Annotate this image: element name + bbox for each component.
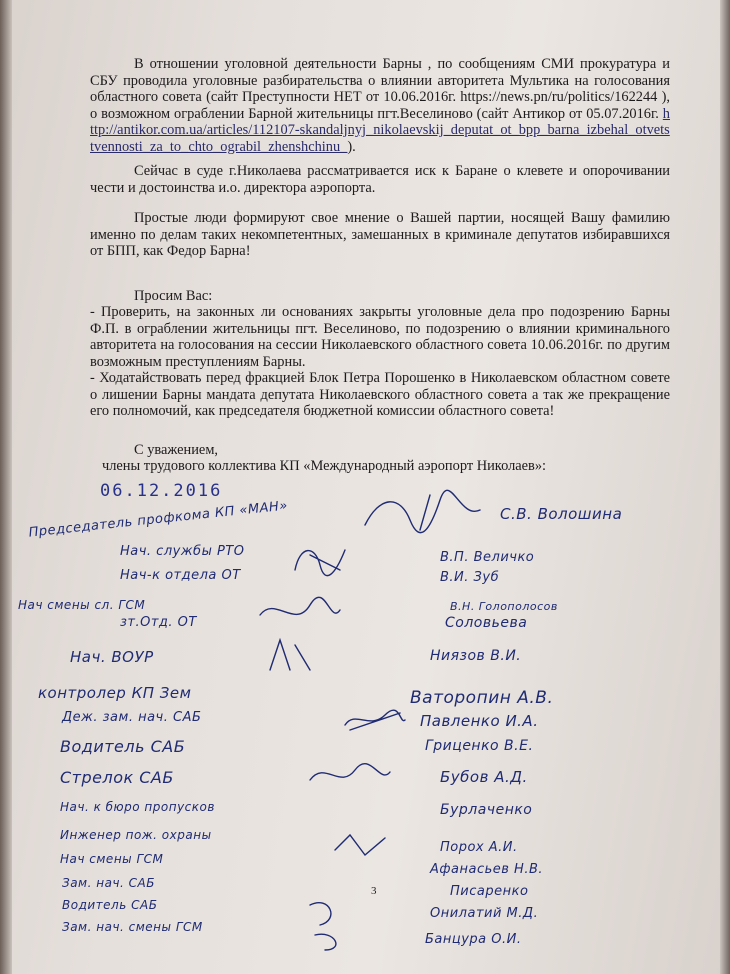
- signature-scribble-8: [300, 895, 360, 955]
- closing: С уважением,: [134, 441, 219, 458]
- sig-right-4: В.Н. Голополосов: [450, 600, 558, 613]
- sig-right-14: Писаренко: [450, 884, 529, 899]
- sig-left-14: Зам. нач. САБ: [62, 876, 155, 890]
- request-heading: Просим Вас:: [134, 287, 213, 304]
- sig-right-9: Гриценко В.Е.: [425, 738, 534, 754]
- sig-right-13: Афанасьев Н.В.: [430, 862, 543, 877]
- sig-left-7: контролер КП Зем: [38, 684, 192, 702]
- sig-left-13: Нач смены ГСМ: [60, 852, 164, 866]
- sig-right-3: В.И. Зуб: [440, 570, 500, 585]
- handwritten-date: 06.12.2016: [100, 481, 223, 501]
- paragraph-1-end: ).: [347, 138, 356, 155]
- signature-scribble-4: [265, 635, 315, 675]
- sig-left-8: Деж. зам. нач. САБ: [62, 710, 202, 725]
- signature-scribble-3: [255, 595, 345, 635]
- sig-left-10: Стрелок САБ: [60, 768, 174, 787]
- signature-scribble-1: [360, 490, 490, 540]
- sig-right-8: Павленко И.А.: [420, 712, 539, 730]
- sig-right-7: Ваторопин А.В.: [410, 688, 554, 708]
- members-line: члены трудового коллектива КП «Международный аэропорт Николаев»:: [102, 458, 547, 474]
- sig-right-10: Бубов А.Д.: [440, 768, 528, 786]
- sig-left-16: Зам. нач. смены ГСМ: [62, 920, 203, 934]
- sig-left-9: Водитель САБ: [60, 737, 186, 756]
- sig-right-12: Порох А.И.: [440, 840, 518, 855]
- sig-left-15: Водитель САБ: [62, 898, 158, 912]
- signature-scribble-5: [340, 705, 410, 735]
- letter-body: [90, 56, 670, 475]
- sig-right-16: Банцура О.И.: [425, 932, 522, 947]
- sig-right-1: С.В. Волошина: [500, 505, 623, 523]
- signature-scribble-7: [330, 830, 390, 860]
- sig-left-12: Инженер пож. охраны: [60, 828, 212, 842]
- sig-left-2: Нач. службы РТО: [120, 544, 245, 559]
- sig-left-11: Нач. к бюро пропусков: [60, 800, 215, 814]
- sig-right-2: В.П. Величко: [440, 550, 535, 565]
- sig-left-1: Председатель профкома КП «МАН»: [27, 498, 289, 541]
- signature-scribble-6: [305, 760, 395, 790]
- request-item-2: - Ходатайствовать перед фракцией Блок Петра Порошенко в Николаевском областном совете о лишении Барны мандата депутата Николаевского областного совета а так же прекращение его полномочий, как председателя бюджетной комиссии областного совета!: [90, 370, 670, 419]
- paragraph-2: Сейчас в суде г.Николаева рассматривается иск к Баране о клевете и опорочивании чести и достоинства и.о. директора аэропорта.: [90, 163, 670, 196]
- antikor-link: http://antikor.com.ua/articles/112107-skandaljnyj_nikolaevskij_deputat_ot_bpp_barna_izbehal_otvetstvennosti_za_to_chto_ograbil_zhenshchinu_: [90, 105, 670, 155]
- sig-right-5: Соловьева: [445, 615, 528, 631]
- page-right-shadow: [720, 0, 730, 974]
- signature-scribble-2: [290, 540, 360, 580]
- sig-right-11: Бурлаченко: [440, 802, 533, 818]
- sig-right-6: Ниязов В.И.: [430, 648, 522, 664]
- paragraph-1: [90, 56, 670, 155]
- sig-right-15: Онилатий М.Д.: [430, 906, 539, 921]
- sig-left-3: Нач-к отдела ОТ: [120, 568, 241, 583]
- paragraph-3: Простые люди формируют свое мнение о Вашей партии, носящей Вашу фамилию именно по делам таких некомпетентных, замешанных в криминале депутатов избиравшихся от БПП, как Федор Барна!: [90, 210, 670, 259]
- request-item-1: - Проверить, на законных ли основаниях закрыты уголовные дела про подозрению Барны Ф.П. в ограблении жительницы пгт. Веселиново, по подозрению о влиянии криминального авторитета на голосования на сессии Николаевского областного совета 10.06.2016г. по другим возможным преступлениям Барны.: [90, 304, 670, 370]
- sig-left-4: Нач смены сл. ГСМ: [18, 598, 146, 612]
- paragraph-1-text: В отношении уголовной деятельности Барны , по сообщениям СМИ прокуратура и СБУ проводила уголовные разбирательства о влиянии авторитета Мультика на голосования областного совета (сайт Преступности НЕТ от 10.06.2016г. https://news.pn/ru/politics/162244 ), о возможном ограблении Барной жительницы пгт.Веселиново (сайт Антикор от 05.07.2016г.: [90, 56, 670, 122]
- sig-left-6: Нач. ВОУР: [70, 648, 154, 666]
- sig-left-5: зт.Отд. ОТ: [120, 615, 197, 630]
- page-left-shadow: [0, 0, 12, 974]
- page-number: 3: [371, 885, 377, 897]
